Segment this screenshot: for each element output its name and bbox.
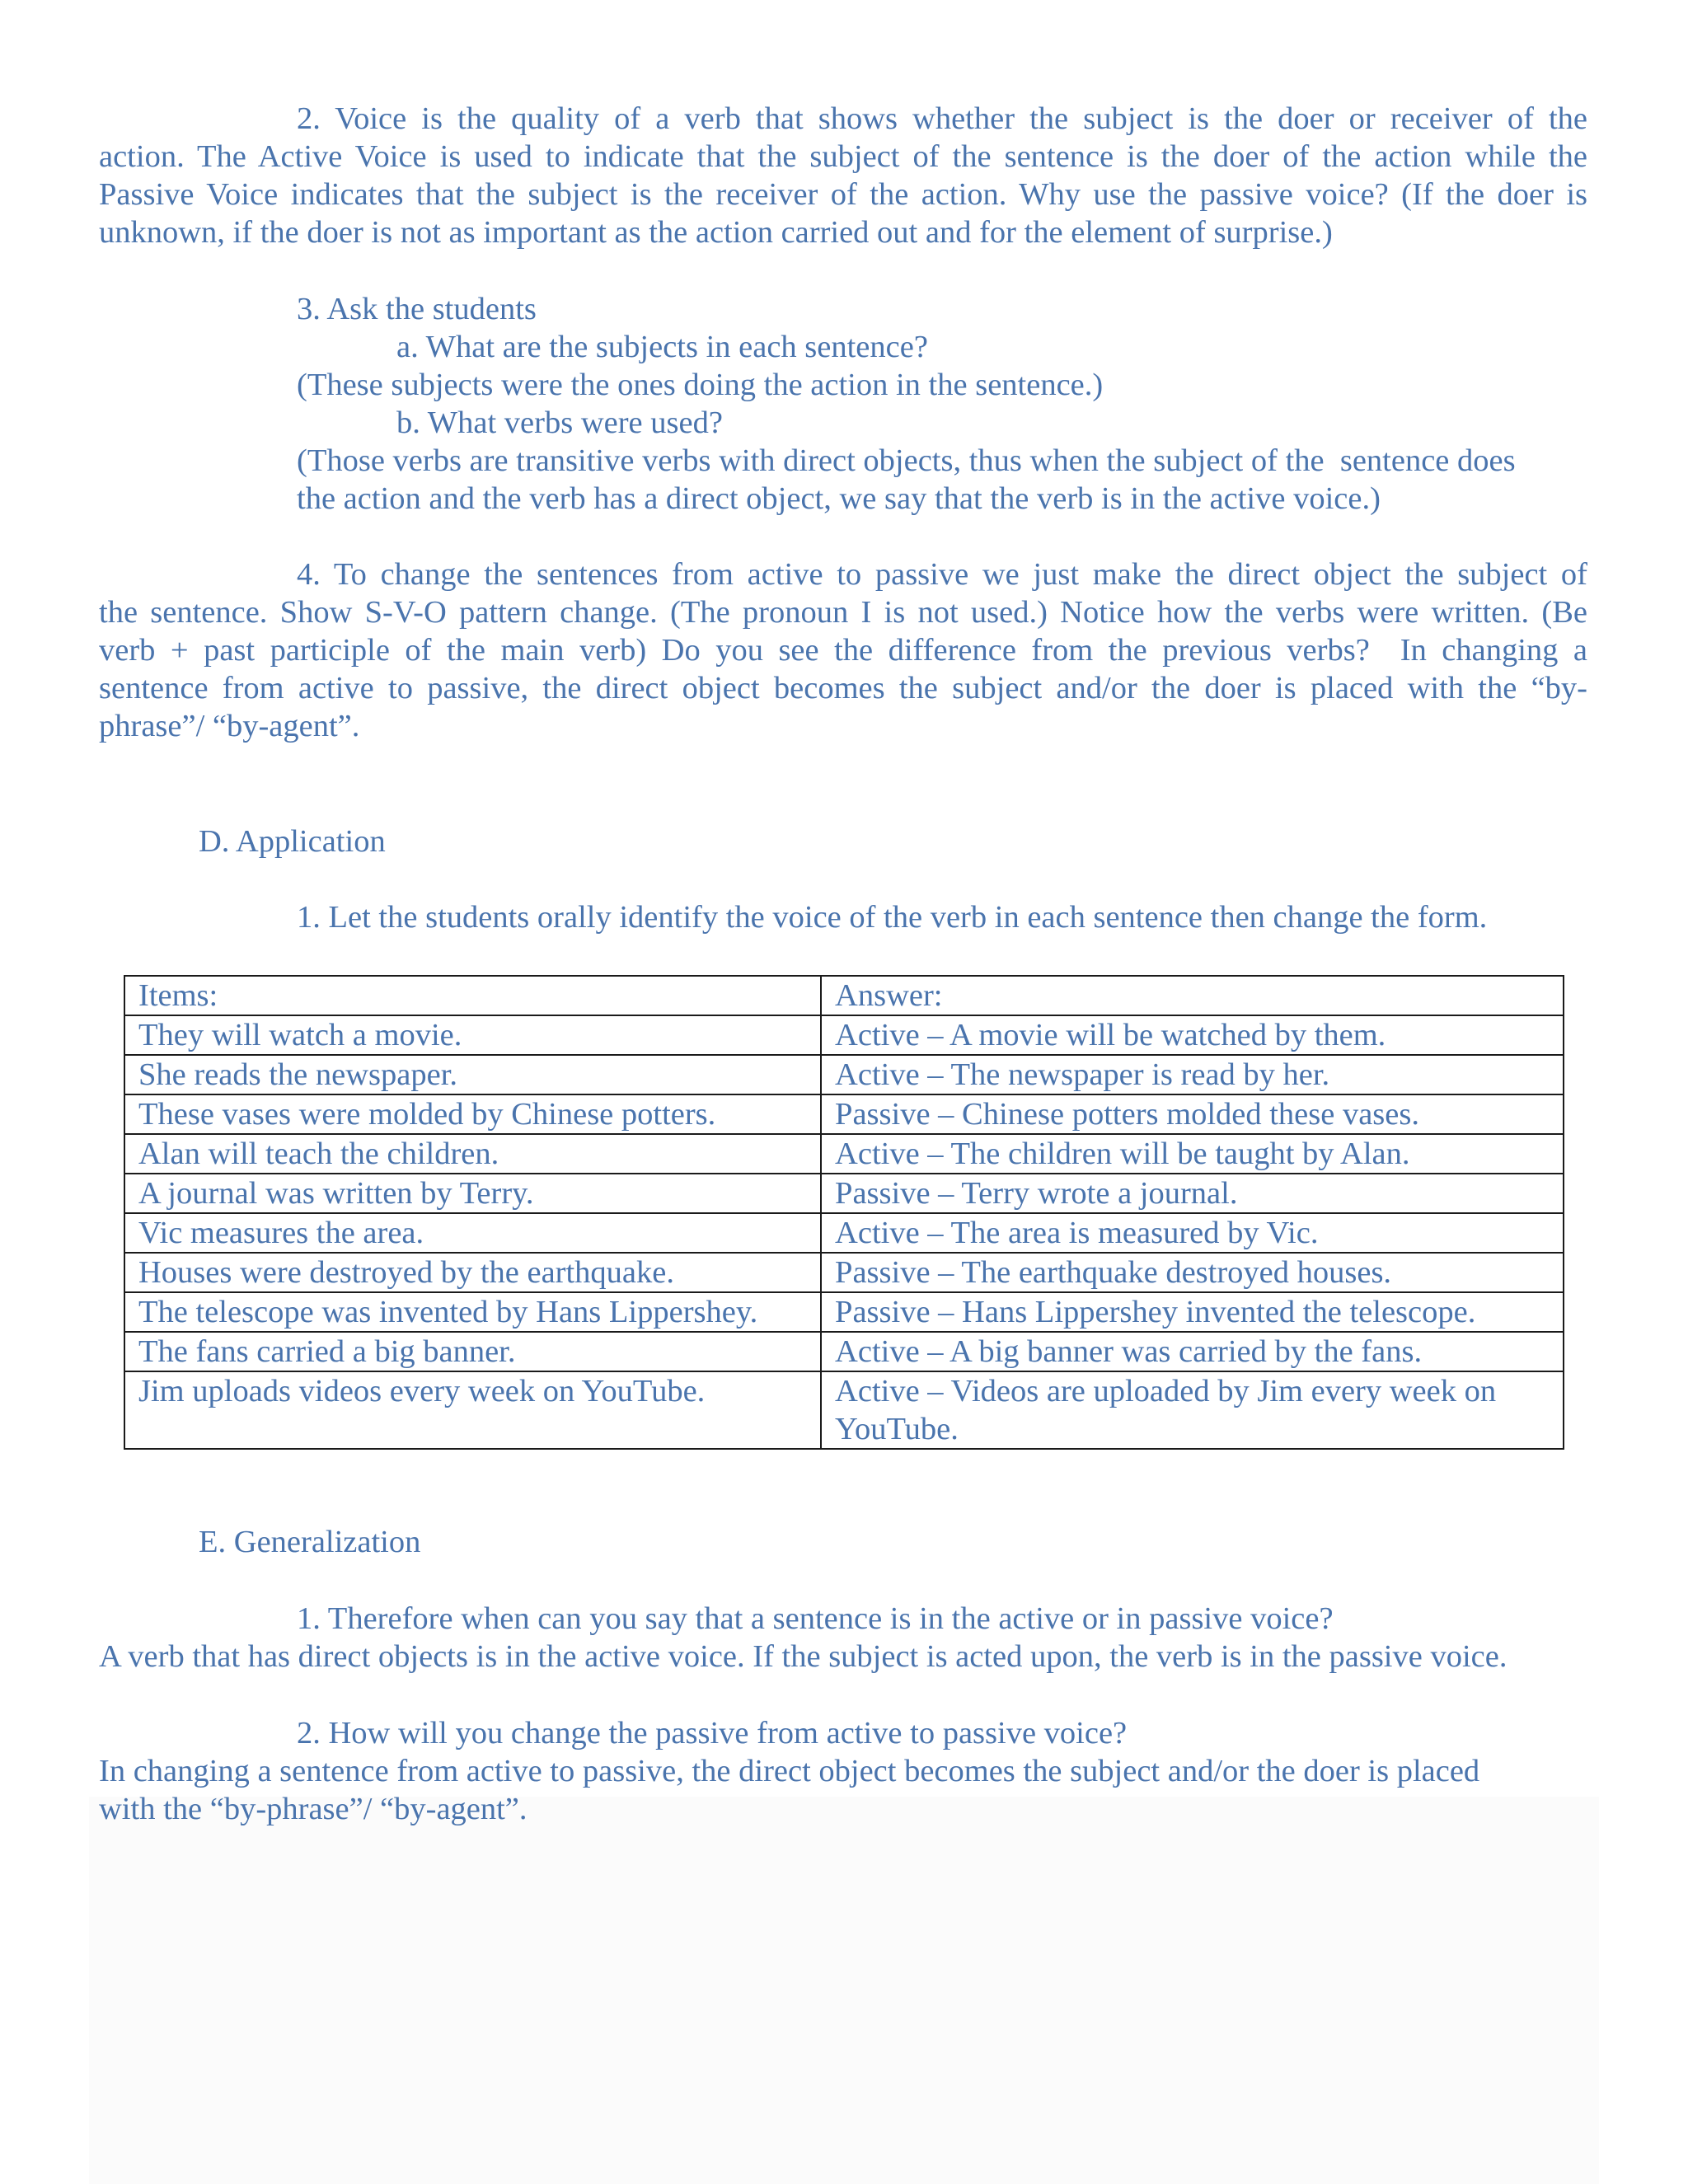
item-cell: The fans carried a big banner. <box>124 1332 821 1371</box>
table-row <box>124 1055 1564 1094</box>
generalization-heading: E. Generalization <box>199 1525 421 1559</box>
table-row <box>124 1015 1564 1055</box>
generalization-answer-2-line-1: In changing a sentence from active to passive, the direct object becomes the subject and/or the doer is placed <box>99 1754 1480 1788</box>
answer-b-line-1: (Those verbs are transitive verbs with direct objects, thus when the subject of the sentence does <box>297 443 1516 478</box>
answer-cell: Active – A big banner was carried by the fans. <box>821 1332 1564 1371</box>
table-row <box>124 1094 1564 1134</box>
question-b: b. What verbs were used? <box>396 405 723 440</box>
voice-definition-line-4: unknown, if the doer is not as important as the action carried out and for the element of surprise.) <box>99 215 1333 250</box>
table-row <box>124 1174 1564 1213</box>
answer-cell: Passive – The earthquake destroyed houses. <box>821 1253 1564 1292</box>
table-row <box>124 1134 1564 1174</box>
answer-cell: Active – A movie will be watched by them. <box>821 1015 1564 1055</box>
answer-cell: Active – Videos are uploaded by Jim every week on YouTube. <box>821 1371 1564 1449</box>
voice-definition-line-1: 2. Voice is the quality of a verb that shows whether the subject is the doer or receiver of the <box>297 101 1587 136</box>
generalization-question-2: 2. How will you change the passive from active to passive voice? <box>297 1716 1128 1750</box>
item-cell: Jim uploads videos every week on YouTube. <box>124 1371 821 1449</box>
generalization-answer-2-line-2: with the “by-phrase”/ “by-agent”. <box>99 1792 528 1826</box>
answer-cell: Passive – Chinese potters molded these vases. <box>821 1094 1564 1134</box>
change-voice-line-4: sentence from active to passive, the direct object becomes the subject and/or the doer is placed with the “by- <box>99 671 1587 705</box>
voice-definition-line-3: Passive Voice indicates that the subject is the receiver of the action. Why use the passive voice? (If the doer is <box>99 177 1587 212</box>
items-header: Items: <box>124 976 821 1015</box>
answer-b-line-2: the action and the verb has a direct object, we say that the verb is in the active voice.) <box>297 481 1381 516</box>
answer-a: (These subjects were the ones doing the action in the sentence.) <box>297 368 1104 402</box>
item-cell: These vases were molded by Chinese potters. <box>124 1094 821 1134</box>
page-shading <box>89 1797 1599 2184</box>
table-row <box>124 1371 1564 1449</box>
application-heading: D. Application <box>199 824 386 859</box>
change-voice-line-1: 4. To change the sentences from active to passive we just make the direct object the subject of <box>297 557 1587 592</box>
item-cell: Alan will teach the children. <box>124 1134 821 1174</box>
table-row <box>124 1292 1564 1332</box>
table-row <box>124 1332 1564 1371</box>
item-cell: They will watch a movie. <box>124 1015 821 1055</box>
generalization-answer-1: A verb that has direct objects is in the active voice. If the subject is acted upon, the verb is in the passive voice. <box>99 1639 1507 1674</box>
answer-cell: Passive – Hans Lippershey invented the telescope. <box>821 1292 1564 1332</box>
table-row <box>124 1253 1564 1292</box>
item-cell: Vic measures the area. <box>124 1213 821 1253</box>
item-cell: A journal was written by Terry. <box>124 1174 821 1213</box>
answer-cell: Passive – Terry wrote a journal. <box>821 1174 1564 1213</box>
answer-cell: Active – The newspaper is read by her. <box>821 1055 1564 1094</box>
answer-cell: Active – The area is measured by Vic. <box>821 1213 1564 1253</box>
change-voice-line-5: phrase”/ “by-agent”. <box>99 709 360 743</box>
generalization-question-1: 1. Therefore when can you say that a sentence is in the active or in passive voice? <box>297 1601 1334 1636</box>
item-cell: Houses were destroyed by the earthquake. <box>124 1253 821 1292</box>
answer-cell: Active – The children will be taught by Alan. <box>821 1134 1564 1174</box>
voice-definition-line-2: action. The Active Voice is used to indicate that the subject of the sentence is the doer of the action while the <box>99 139 1587 174</box>
item-cell: The telescope was invented by Hans Lippershey. <box>124 1292 821 1332</box>
change-voice-line-3: verb + past participle of the main verb) Do you see the difference from the previous verbs? In changing a <box>99 633 1587 668</box>
item-cell: She reads the newspaper. <box>124 1055 821 1094</box>
table-row <box>124 1213 1564 1253</box>
application-instruction: 1. Let the students orally identify the voice of the verb in each sentence then change the form. <box>297 900 1488 935</box>
change-voice-line-2: the sentence. Show S-V-O pattern change. (The pronoun I is not used.) Notice how the verbs were written. (Be <box>99 595 1587 630</box>
voice-definition-paragraph <box>99 100 1587 251</box>
answer-header: Answer: <box>821 976 1564 1015</box>
table-header-row <box>124 976 1564 1015</box>
voice-exercise-table <box>124 975 1564 1450</box>
question-a: a. What are the subjects in each sentence? <box>396 330 928 364</box>
change-voice-paragraph <box>99 555 1587 745</box>
ask-students-heading: 3. Ask the students <box>297 292 537 326</box>
